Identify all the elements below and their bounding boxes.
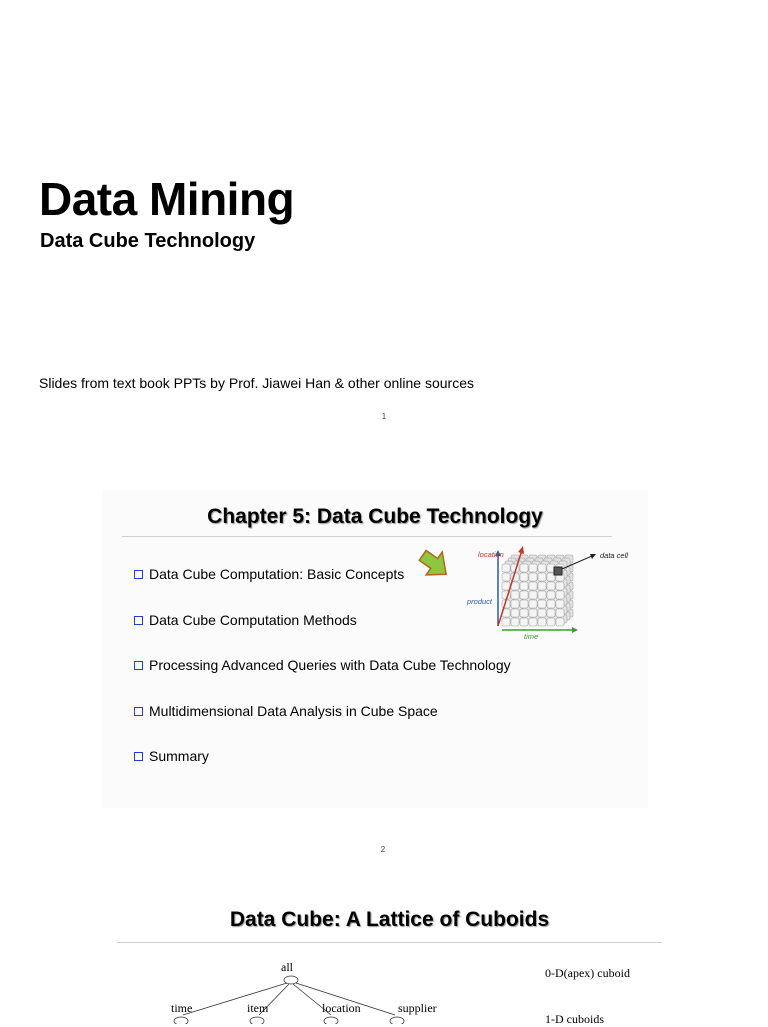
- slide-chapter-5: [102, 490, 648, 808]
- pointer-arrow-icon: [418, 548, 452, 580]
- document-subtitle: Data Cube Technology: [40, 230, 256, 252]
- node-location-label: location: [322, 1001, 361, 1015]
- credit-line: Slides from text book PPTs by Prof. Jiawei Han & other online sources: [39, 375, 474, 391]
- node-item: [250, 1017, 264, 1024]
- cube-cell: [547, 582, 555, 590]
- cube-cell: [547, 591, 555, 599]
- bullet-item: Multidimensional Data Analysis in Cube Space: [134, 703, 511, 749]
- cube-cell: [556, 582, 564, 590]
- cube-cell: [502, 564, 510, 572]
- cube-cell: [520, 609, 528, 617]
- cube-cell: [556, 600, 564, 608]
- cube-cell: [538, 618, 546, 626]
- bullet-list: [134, 566, 511, 794]
- cube-cell: [502, 618, 510, 626]
- node-supplier: [390, 1017, 404, 1024]
- cube-cell: [511, 609, 519, 617]
- cube-cell: [538, 600, 546, 608]
- cube-cell: [529, 600, 537, 608]
- node-all-label: all: [281, 960, 293, 974]
- cube-cell: [520, 564, 528, 572]
- bullet-item: Processing Advanced Queries with Data Cube Technology: [134, 657, 511, 703]
- checkbox-bullet-icon: [134, 661, 143, 670]
- document-title: Data Mining: [39, 173, 295, 225]
- cube-cell: [529, 609, 537, 617]
- cube-cell: [520, 600, 528, 608]
- lattice-diagram: [117, 905, 662, 1024]
- checkbox-bullet-icon: [134, 616, 143, 625]
- cube-cell: [529, 573, 537, 581]
- data-cube-illustration: [462, 542, 642, 642]
- title-divider: [122, 536, 612, 537]
- cube-cell: [520, 582, 528, 590]
- cube-cell: [538, 591, 546, 599]
- node-item-label: item: [247, 1001, 269, 1015]
- cube-cell: [529, 582, 537, 590]
- cube-cell: [520, 591, 528, 599]
- page-number-2: 2: [380, 845, 386, 854]
- cube-data-cell-label: data cell: [600, 551, 628, 560]
- cube-cell: [529, 591, 537, 599]
- cube-cell: [502, 573, 510, 581]
- cube-cell: [502, 582, 510, 590]
- cube-cell: [547, 609, 555, 617]
- cube-cell: [538, 573, 546, 581]
- cube-time-label: time: [524, 632, 539, 641]
- node-time: [174, 1017, 188, 1024]
- cube-cell: [520, 573, 528, 581]
- one-d-cuboids-label: 1-D cuboids: [545, 1012, 604, 1026]
- node-supplier-label: supplier: [398, 1001, 437, 1015]
- checkbox-bullet-icon: [134, 707, 143, 716]
- cube-cell: [520, 618, 528, 626]
- cube-cell: [529, 564, 537, 572]
- slide-lattice-of-cuboids: [117, 905, 662, 1024]
- cube-cell: [538, 609, 546, 617]
- page-number-1: 1: [381, 412, 387, 421]
- checkbox-bullet-icon: [134, 570, 143, 579]
- cube-cell: [538, 582, 546, 590]
- cube-cell: [511, 618, 519, 626]
- cube-cell: [529, 618, 537, 626]
- node-all: [284, 976, 298, 984]
- node-location: [324, 1017, 338, 1024]
- bullet-item: Data Cube Computation Methods: [134, 612, 511, 658]
- cube-cell: [556, 618, 564, 626]
- apex-cuboid-label: 0-D(apex) cuboid: [545, 966, 630, 980]
- bullet-item: Data Cube Computation: Basic Concepts: [134, 566, 511, 612]
- cube-cell: [547, 600, 555, 608]
- cube-location-label: location: [478, 550, 504, 559]
- node-time-label: time: [171, 1001, 193, 1015]
- cube-cell: [511, 591, 519, 599]
- cube-cell: [556, 591, 564, 599]
- slide-title: Chapter 5: Data Cube Technology: [207, 505, 543, 528]
- cube-cell: [547, 618, 555, 626]
- cube-cell: [538, 564, 546, 572]
- cube-cell: [556, 609, 564, 617]
- checkbox-bullet-icon: [134, 752, 143, 761]
- cube-product-label: product: [467, 597, 493, 606]
- cube-cell: [511, 600, 519, 608]
- bullet-item: Summary: [134, 748, 511, 794]
- slide-title: Data Cube: A Lattice of Cuboids: [229, 908, 550, 931]
